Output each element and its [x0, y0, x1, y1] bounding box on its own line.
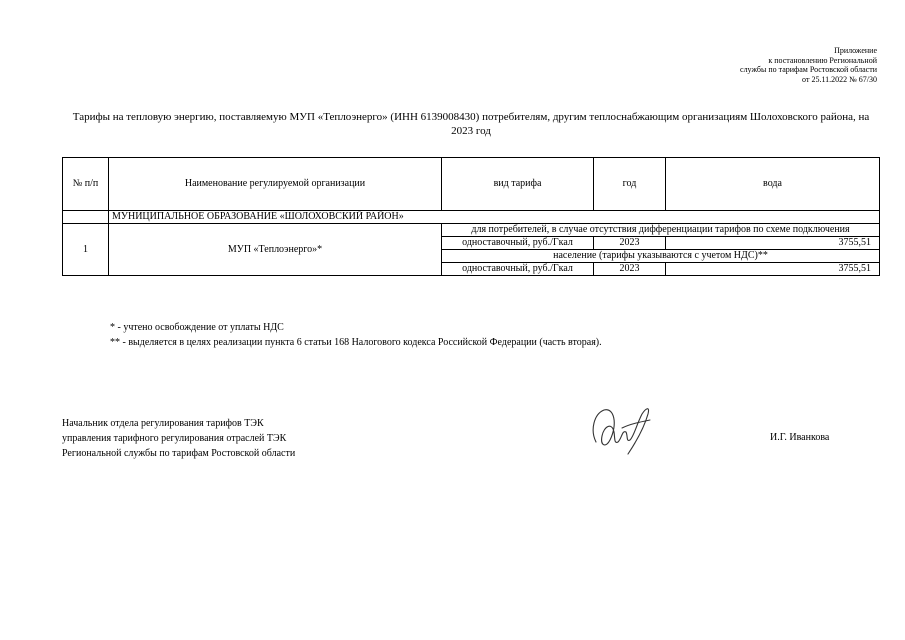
- appendix-line: к постановлению Региональной: [768, 55, 877, 65]
- group2-type: одноставочный, руб./Гкал: [442, 263, 594, 276]
- header-name: Наименование регулируемой организации: [109, 158, 442, 211]
- row-org-name: МУП «Теплоэнерго»*: [109, 224, 442, 276]
- municipality-row: [63, 211, 880, 224]
- signer-name: И.Г. Иванкова: [770, 432, 830, 443]
- footnote: ** - выделяется в целях реализации пункта 6 статьи 168 Налогового кодекса Российской Федерации (часть вторая).: [110, 337, 602, 348]
- appendix-line: Приложение: [834, 46, 877, 55]
- signer-position-line: Региональной службы по тарифам Ростовской области: [62, 448, 296, 459]
- header-water: вода: [666, 158, 880, 211]
- signer-position-line: управления тарифного регулирования отраслей ТЭК: [62, 433, 287, 444]
- handwritten-signature-icon: [588, 402, 660, 462]
- group1-year: 2023: [594, 237, 666, 250]
- appendix-block: [617, 46, 877, 84]
- group1-type: одноставочный, руб./Гкал: [442, 237, 594, 250]
- document-title: Тарифы на тепловую энергию, поставляемую МУП «Теплоэнерго» (ИНН 6139008430) потребителям, другим теплоснабжающим организациям Шолоховского района, на 2023 год: [72, 111, 870, 137]
- tariff-table: [62, 157, 880, 276]
- table-header-row: [63, 158, 880, 211]
- header-tariff-type: вид тарифа: [442, 158, 594, 211]
- header-year: год: [594, 158, 666, 211]
- group2-value: 3755,51: [666, 263, 880, 276]
- appendix-line: службы по тарифам Ростовской области: [740, 65, 877, 75]
- group1-label: для потребителей, в случае отсутствия дифференциации тарифов по схеме подключения: [442, 224, 880, 237]
- group1-value: 3755,51: [666, 237, 880, 250]
- header-num: № п/п: [63, 158, 109, 211]
- group2-label: население (тарифы указываются с учетом НДС)**: [442, 250, 880, 263]
- footnotes: [110, 320, 602, 350]
- table-row: [63, 224, 880, 237]
- signer-position-line: Начальник отдела регулирования тарифов ТЭК: [62, 418, 264, 429]
- municipality-name: МУНИЦИПАЛЬНОЕ ОБРАЗОВАНИЕ «ШОЛОХОВСКИЙ РАЙОН»: [109, 211, 880, 224]
- row-num: 1: [63, 224, 109, 276]
- footnote: * - учтено освобождение от уплаты НДС: [110, 322, 284, 333]
- group2-year: 2023: [594, 263, 666, 276]
- appendix-line: от 25.11.2022 № 67/30: [802, 74, 877, 84]
- signer-position: [62, 416, 295, 461]
- municipality-num-cell: [63, 211, 109, 224]
